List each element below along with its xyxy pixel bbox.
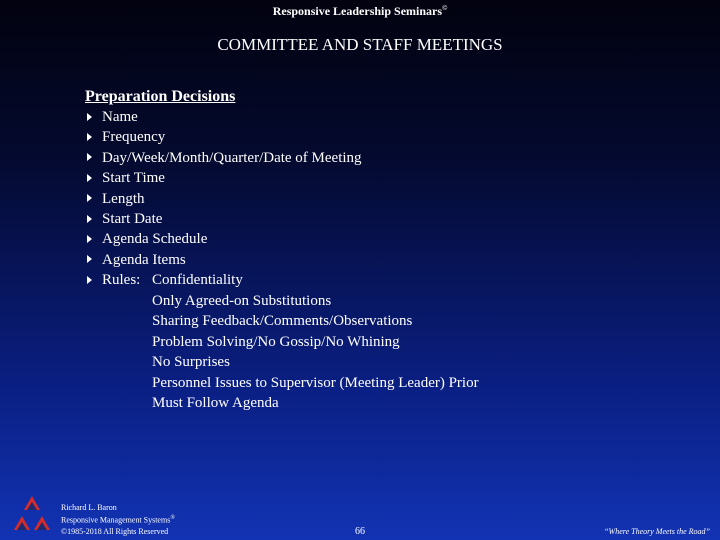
bullet-item: [87, 250, 362, 270]
rules-label: Rules:: [102, 272, 141, 289]
triangle-bullet-icon: [87, 194, 92, 202]
rule-item: Personnel Issues to Supervisor (Meeting Leader) Prior: [152, 374, 479, 391]
footer-company-line: [61, 513, 175, 526]
footer-tagline: “Where Theory Meets the Road”: [604, 527, 710, 536]
bullet-item: [87, 148, 362, 168]
slide-title: COMMITTEE AND STAFF MEETINGS: [217, 35, 503, 54]
bullet-text: Day/Week/Month/Quarter/Date of Meeting: [102, 149, 362, 166]
triangle-bullet-icon: [87, 113, 92, 121]
page-number: 66: [355, 526, 365, 537]
footer-company: Responsive Management Systems: [61, 515, 171, 525]
bullet-item: [87, 107, 362, 127]
company-logo-icon: [10, 494, 54, 536]
bullet-text: Frequency: [102, 129, 166, 146]
bullet-list: [87, 107, 362, 291]
copyright-mark: ©: [442, 4, 448, 12]
rule-item: Problem Solving/No Gossip/No Whining: [152, 333, 400, 350]
bullet-text: Length: [102, 190, 145, 207]
rules-list: [152, 291, 479, 413]
bullet-text: Start Date: [102, 210, 163, 227]
triangle-bullet-icon: [87, 276, 92, 284]
rule-item: Sharing Feedback/Comments/Observations: [152, 313, 413, 330]
bullet-item: [87, 127, 362, 147]
rule-item: No Surprises: [152, 354, 230, 371]
bullet-item: [87, 209, 362, 229]
registered-mark: ®: [170, 515, 175, 521]
triangle-bullet-icon: [87, 133, 92, 141]
bullet-item-rules: [87, 270, 362, 290]
rule-item: Only Agreed-on Substitutions: [152, 293, 332, 309]
triangle-bullet-icon: [87, 153, 92, 161]
bullet-item: [87, 189, 362, 209]
rule-item: Must Follow Agenda: [152, 394, 279, 411]
footer-author: Richard L. Baron: [61, 503, 117, 512]
header-title-text: Responsive Leadership Seminars: [272, 4, 443, 18]
triangle-bullet-icon: [87, 255, 92, 263]
triangle-bullet-icon: [87, 235, 92, 243]
footer-credits: [61, 502, 175, 537]
bullet-item: [87, 168, 362, 188]
bullet-text: Agenda Schedule: [102, 231, 208, 248]
bullet-item: [87, 229, 362, 249]
bullet-text: Name: [102, 109, 138, 125]
header-title: [0, 4, 720, 19]
triangle-bullet-icon: [87, 215, 92, 223]
triangle-bullet-icon: [87, 174, 92, 182]
bullet-text: Agenda Items: [102, 251, 186, 268]
rule-text: Confidentiality: [152, 272, 243, 289]
bullet-text: Start Time: [102, 170, 165, 187]
section-heading: Preparation Decisions: [85, 88, 236, 105]
footer-copyright: ©1985-2018 All Rights Reserved: [61, 526, 169, 536]
